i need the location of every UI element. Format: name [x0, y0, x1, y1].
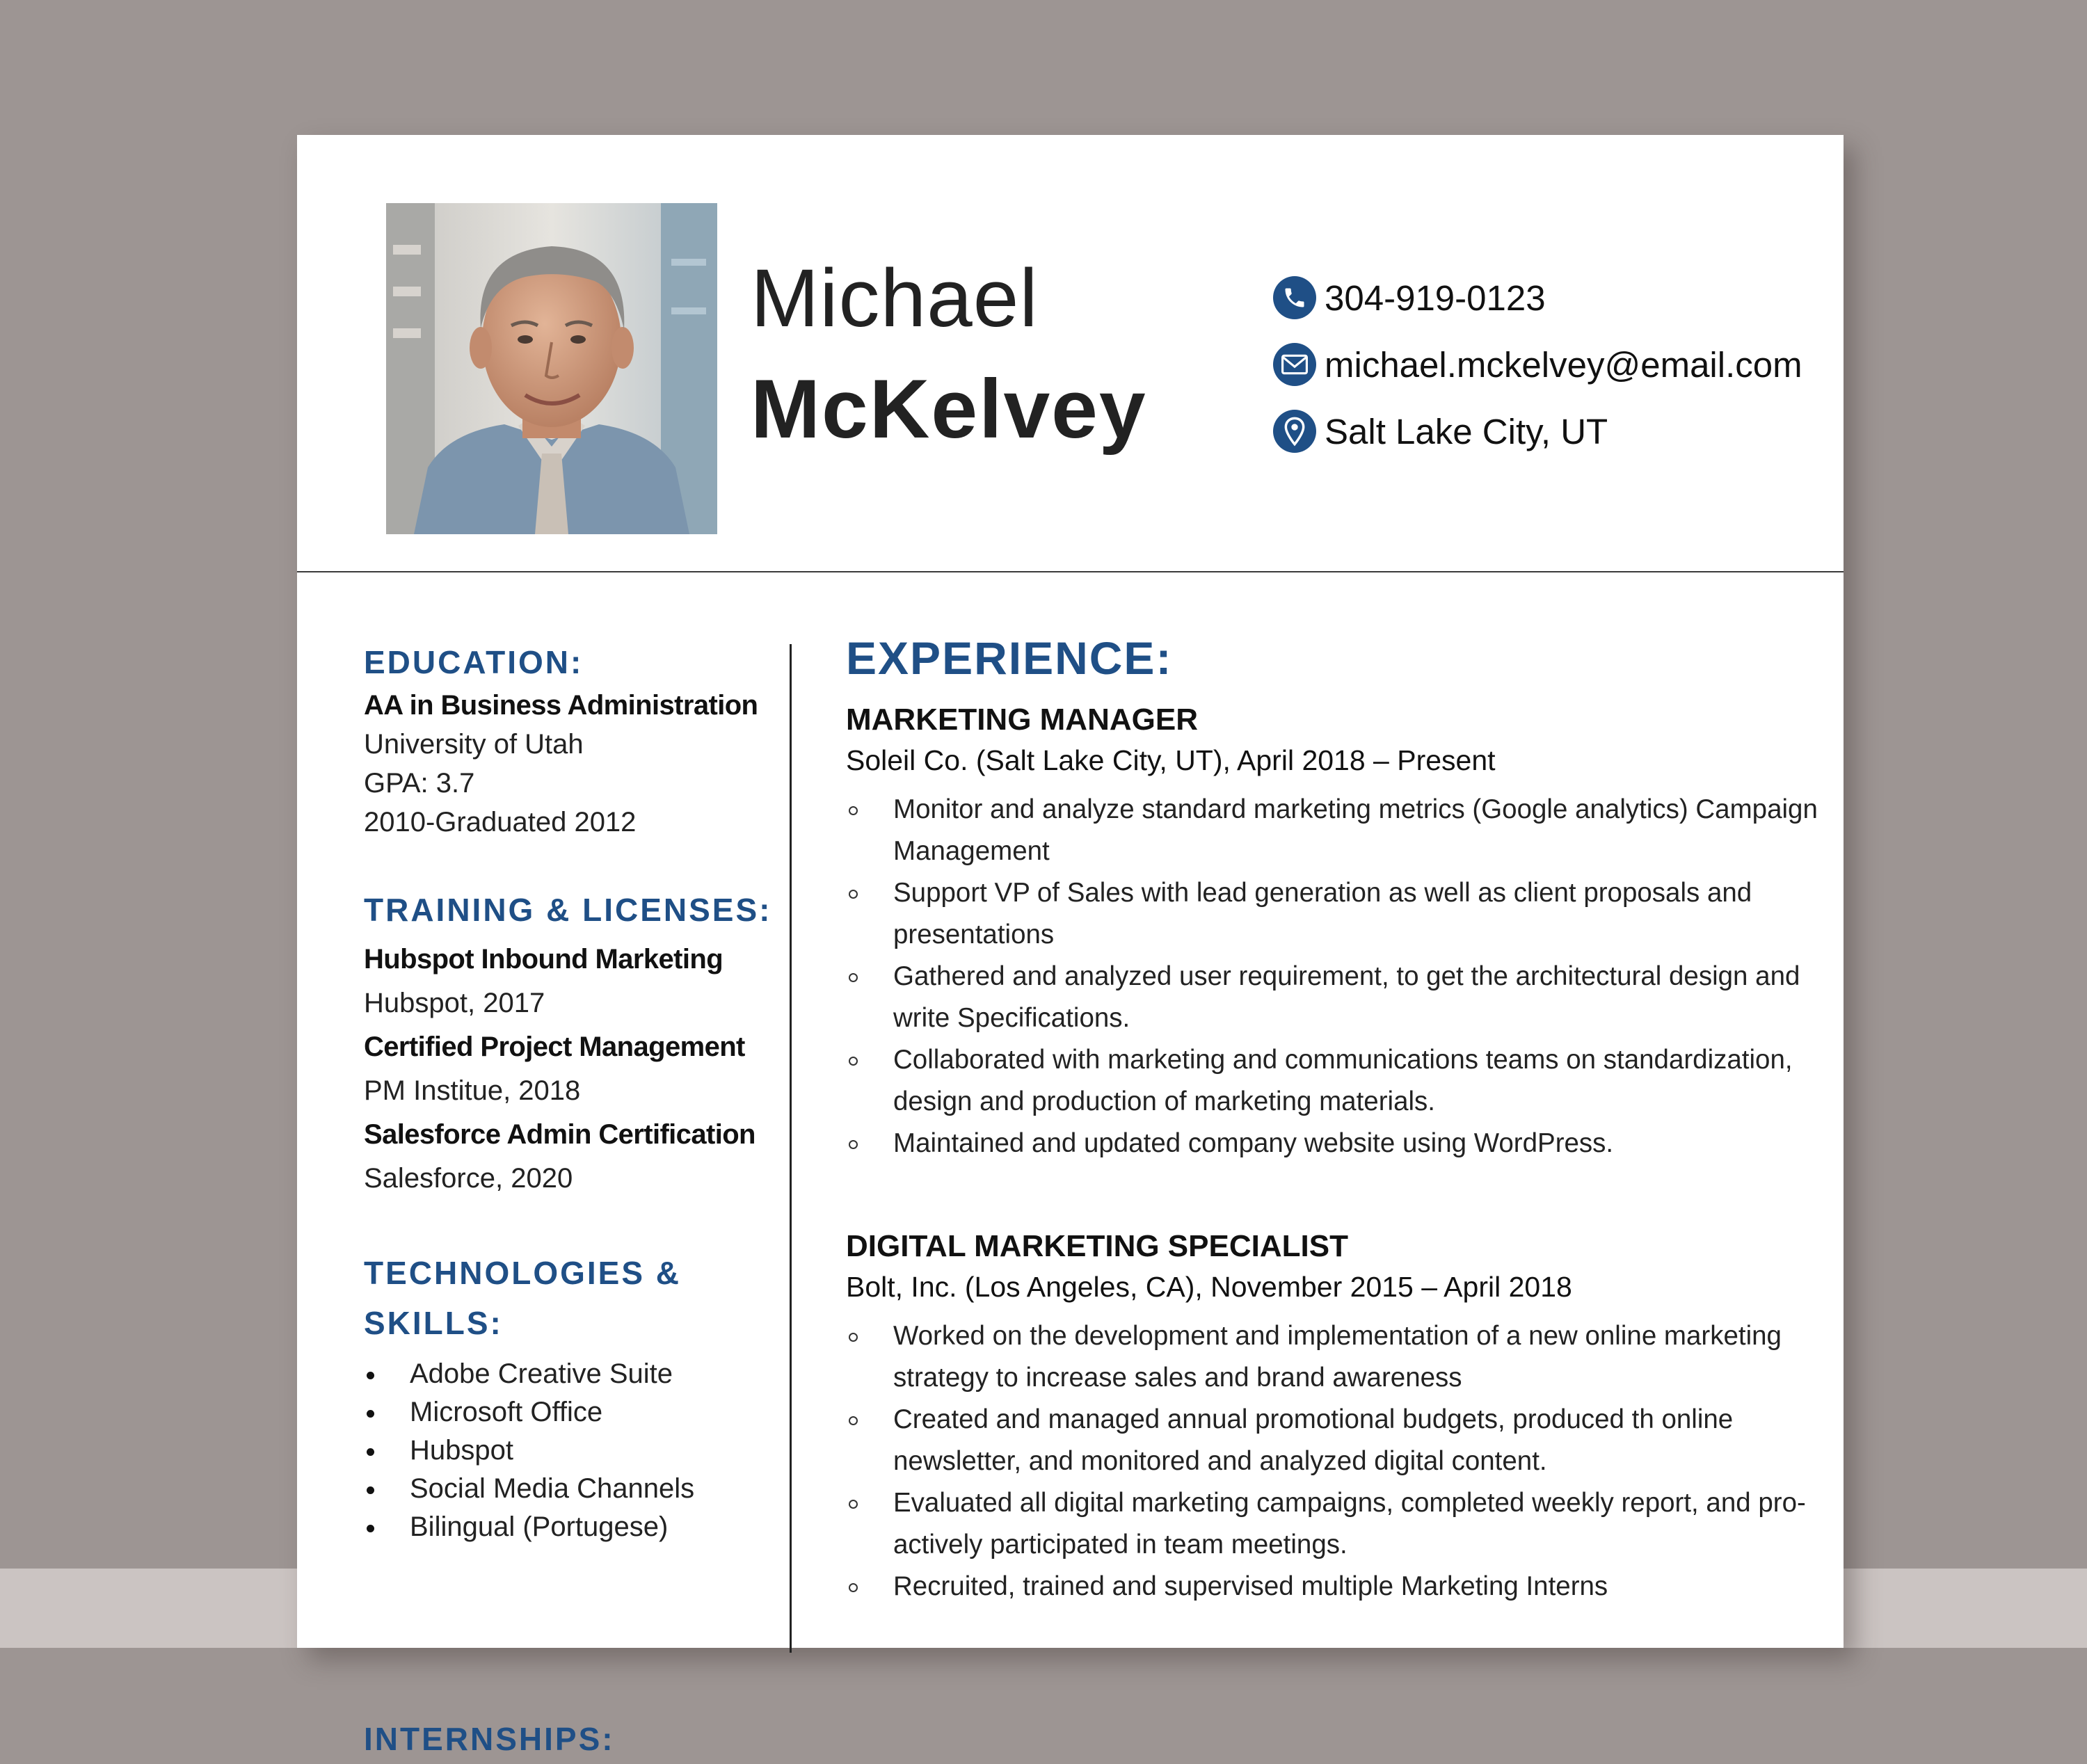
job-bullet: Evaluated all digital marketing campaigns, completed weekly report, and pro-actively participated in team meetings. [846, 1482, 1820, 1566]
job-bullet: Worked on the development and implementation of a new online marketing strategy to increase sales and brand awareness [846, 1315, 1820, 1399]
email-address: michael.mckelvey@email.com [1325, 344, 1802, 385]
skills-title-line2: SKILLS: [364, 1305, 503, 1341]
contact-phone[interactable] [1273, 275, 1546, 320]
column-divider [790, 644, 792, 1653]
skills-title-line1: TECHNOLOGIES & [364, 1255, 682, 1291]
skill-item: Social Media Channels [364, 1470, 774, 1508]
experience-section [846, 630, 1820, 686]
skill-item: Adobe Creative Suite [364, 1355, 774, 1393]
training-item-detail: Hubspot, 2017 [364, 988, 545, 1018]
education-dates: 2010-Graduated 2012 [364, 807, 637, 837]
phone-number: 304-919-0123 [1325, 278, 1546, 318]
job-bullet: Support VP of Sales with lead generation as well as client proposals and presentations [846, 872, 1820, 956]
education-school: University of Utah [364, 729, 584, 760]
skills-list [364, 1355, 774, 1546]
contact-location [1273, 409, 1608, 454]
job-bullet: Maintained and updated company website using WordPress. [846, 1123, 1820, 1164]
internships-title: INTERNSHIPS: [364, 1721, 615, 1757]
skill-item: Microsoft Office [364, 1393, 774, 1432]
job-bullet: Gathered and analyzed user requirement, to get the architectural design and write Specifications. [846, 956, 1820, 1039]
training-item-name: Certified Project Management [364, 1032, 745, 1062]
education-body [364, 686, 774, 842]
education-degree: AA in Business Administration [364, 690, 758, 721]
job-bullets [846, 1315, 1820, 1607]
job-bullets [846, 789, 1820, 1164]
job-entry [846, 700, 1820, 1164]
job-company: Soleil Co. (Salt Lake City, UT), April 2018 – Present [846, 744, 1496, 776]
experience-title: EXPERIENCE: [846, 632, 1173, 684]
training-item-name: Hubspot Inbound Marketing [364, 944, 723, 975]
job-bullet: Collaborated with marketing and communications teams on standardization, design and production of marketing materials. [846, 1039, 1820, 1123]
training-title: TRAINING & LICENSES: [364, 892, 772, 928]
location-pin-icon [1273, 410, 1316, 453]
location-text: Salt Lake City, UT [1325, 411, 1608, 451]
job-bullet: Monitor and analyze standard marketing metrics (Google analytics) Campaign Management [846, 789, 1820, 872]
job-bullet: Created and managed annual promotional budgets, produced th online newsletter, and monitored and analyzed digital content. [846, 1399, 1820, 1482]
contact-email[interactable] [1273, 342, 1802, 387]
skills-section [364, 1248, 774, 1546]
job-company: Bolt, Inc. (Los Angeles, CA), November 2015 – April 2018 [846, 1271, 1572, 1303]
training-item-name: Salesforce Admin Certification [364, 1119, 755, 1150]
resume-page [297, 135, 1844, 1757]
education-section [364, 637, 774, 687]
job-entry [846, 1226, 1820, 1607]
training-section [364, 885, 774, 1201]
internships-section [364, 1714, 774, 1764]
last-name: McKelvey [751, 362, 1147, 456]
email-icon [1273, 343, 1316, 386]
education-gpa: GPA: 3.7 [364, 768, 475, 799]
profile-photo [386, 203, 717, 534]
training-item-detail: PM Institue, 2018 [364, 1075, 581, 1106]
education-title: EDUCATION: [364, 644, 584, 680]
job-bullet: Recruited, trained and supervised multiple Marketing Interns [846, 1566, 1820, 1607]
first-name: Michael [751, 252, 1039, 344]
skill-item: Hubspot [364, 1432, 774, 1470]
job-title: DIGITAL MARKETING SPECIALIST [846, 1229, 1348, 1263]
job-title: MARKETING MANAGER [846, 703, 1198, 737]
skill-item: Bilingual (Portugese) [364, 1508, 774, 1546]
training-item-detail: Salesforce, 2020 [364, 1163, 573, 1194]
header-divider [297, 571, 1844, 572]
phone-icon [1273, 276, 1316, 319]
